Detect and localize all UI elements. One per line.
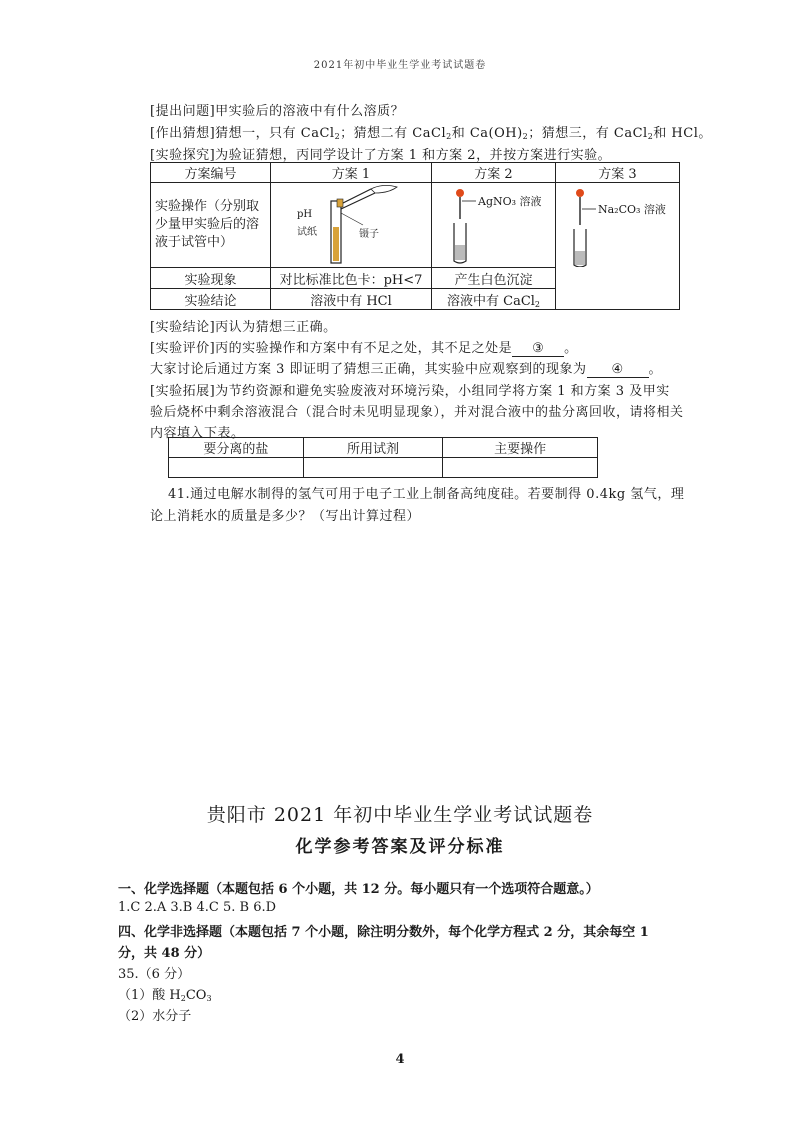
extend-line-1: [实验拓展]为节约资源和避免实验废液对环境污染，小组同学将方案 1 和方案 3 及甲实 <box>150 384 670 399</box>
paper-label: 试纸 <box>297 227 317 238</box>
question-35-answer-1: （1）酸 $H_2CO_3$ <box>118 988 212 1003</box>
table-header: 方案 3 <box>556 163 680 183</box>
extend-line-3: 内容填入下表。 <box>150 426 245 441</box>
table-cell <box>169 458 304 478</box>
ph-label: pH <box>297 209 313 220</box>
question-line: [提出问题]甲实验后的溶液中有什么溶质？ <box>150 104 405 119</box>
ph-paper-tweezers-icon <box>271 183 431 267</box>
conclusion-2: 溶液中有 CaCl$_2$ <box>432 289 556 310</box>
question-41-line-2: 论上消耗水的质量是多少？（写出计算过程） <box>150 509 421 524</box>
extend-line-2: 验后烧杯中剩余溶液混合（混合时未见明显现象），并对混合液中的盐分离回收，请将相关 <box>150 405 684 420</box>
table-header: 要分离的盐 <box>169 438 304 458</box>
page-header: 2021年初中毕业生学业考试试题卷 <box>313 60 487 71</box>
question-35-answer-2: （2）水分子 <box>118 1009 192 1024</box>
tweezers-label: 镊子 <box>359 229 379 240</box>
scheme2-figure <box>432 183 556 268</box>
answers-title: 贵阳市 2021 年初中毕业生学业考试试题卷 <box>206 804 594 826</box>
table-header: 主要操作 <box>443 438 598 458</box>
evaluation-line: [实验评价]丙的实验操作和方案中有不足之处，其不足之处是 ③ 。 <box>150 341 578 356</box>
section-4-heading-line-1: 四、化学非选择题（本题包括 7 个小题，除注明分数外，每个化学方程式 2 分，其余每空 1 <box>118 925 649 940</box>
table-header: 所用试剂 <box>303 438 443 458</box>
scheme3-figure <box>556 183 680 310</box>
phenomenon-1: 对比标准比色卡：pH<7 <box>271 268 432 289</box>
conclusion-1: 溶液中有 HCl <box>271 289 432 310</box>
conclusion-label: 实验结论 <box>151 289 271 310</box>
explore-line: [实验探究]为验证猜想，丙同学设计了方案 1 和方案 2，并按方案进行实验。 <box>150 148 612 163</box>
dropper-testtube-icon <box>556 183 679 267</box>
choice-answers: 1.C 2.A 3.B 4.C 5. B 6.D <box>118 900 277 915</box>
table-header: 方案 1 <box>271 163 432 183</box>
page-number: 4 <box>395 1052 405 1067</box>
section-1-heading: 一、化学选择题（本题包括 6 个小题，共 12 分。每小题只有一个选项符合题意。） <box>118 882 599 897</box>
table-cell <box>303 458 443 478</box>
answer-blank-3: ③ <box>512 341 564 357</box>
answers-subtitle: 化学参考答案及评分标准 <box>295 837 505 857</box>
hypothesis-line: [作出猜想]猜想一，只有 CaCl$_2$；猜想二有 CaCl$_2$和 $Ca(OH)_2$；猜想三，有 CaCl$_2$和 HCl。 <box>150 126 712 141</box>
table-cell <box>443 458 598 478</box>
operation-label: 实验操作（分别取少量甲实验后的溶液于试管中） <box>151 183 271 268</box>
table-header: 方案编号 <box>151 163 271 183</box>
separation-table <box>168 437 598 478</box>
discuss-line: 大家讨论后通过方案 3 即证明了猜想三正确，其实验中应观察到的现象为 ④ 。 <box>150 362 663 377</box>
na2co3-label: Na₂CO₃ 溶液 <box>598 203 666 216</box>
question-41-line-1: 41.通过电解水制得的氢气可用于电子工业上制备高纯度硅。若要制得 0.4kg 氢气，理 <box>168 487 685 502</box>
conclusion-line: [实验结论]丙认为猜想三正确。 <box>150 320 337 335</box>
answer-blank-4: ④ <box>587 362 649 378</box>
table-header: 方案 2 <box>432 163 556 183</box>
scheme1-figure <box>271 183 432 268</box>
question-35-heading: 35.（6 分） <box>118 967 191 982</box>
section-4-heading-line-2: 分，共 48 分） <box>118 946 211 961</box>
experiment-table <box>150 162 680 310</box>
phenomenon-label: 实验现象 <box>151 268 271 289</box>
agno3-label: AgNO₃ 溶液 <box>478 195 542 208</box>
phenomenon-2: 产生白色沉淀 <box>432 268 556 289</box>
